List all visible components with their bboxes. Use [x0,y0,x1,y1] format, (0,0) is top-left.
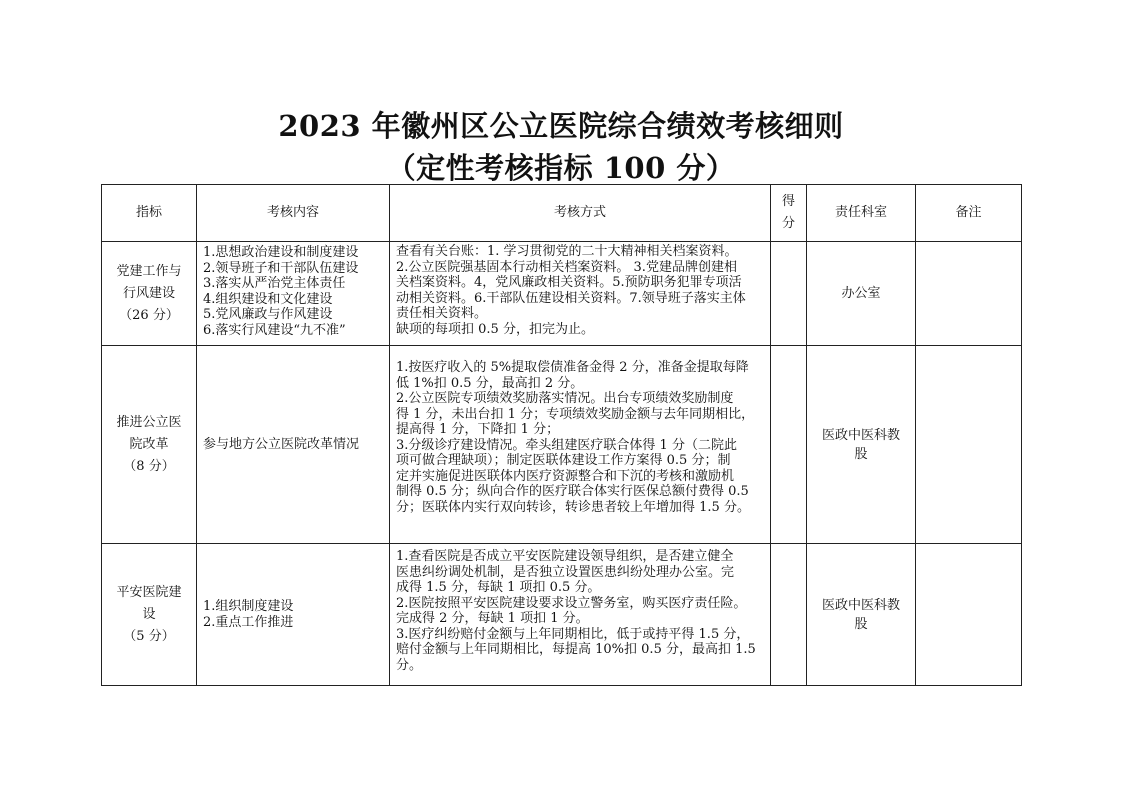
method-line: 得 1 分，未出台扣 1 分；专项绩效奖励金额与去年同期相比， [396,406,755,422]
table-header-row [102,185,1022,242]
method-line: 查看有关台账：1. 学习贯彻党的二十大精神相关档案资料。 [396,244,738,259]
header-department: 责任科室 [807,185,916,242]
content-cell [197,346,390,544]
method-line: 完成得 2 分，每缺 1 项扣 1 分。 [396,611,589,626]
indicator-line: （8 分） [123,458,175,474]
content-line: 6.落实行风建设“九不准” [203,322,346,338]
header-remarks: 备注 [916,185,1022,242]
method-line: 动相关资料。6.干部队伍建设相关资料。7.领导班子落实主体 [396,290,746,306]
method-line: 2.公立医院强基固本行动相关档案资料。 3.党建品牌创建相 [396,259,737,275]
indicator-cell [102,242,197,346]
method-line: 成得 1.5 分，每缺 1 项扣 0.5 分。 [396,580,601,595]
header-score [771,185,807,242]
method-line: 定并实施促进医联体内医疗资源整合和下沉的考核和激励机 [396,468,735,484]
department-line: 股 [854,446,868,462]
indicator-line: （26 分） [119,307,179,323]
indicator-line: 党建工作与 [116,263,182,279]
method-line: 制得 0.5 分；纵向合作的医疗联合体实行医保总额付费得 0.5 [396,484,749,499]
department-cell [807,242,916,346]
indicator-line: 院改革 [129,436,169,452]
content-line: 2.重点工作推进 [203,614,294,630]
content-line: 5.党风廉政与作风建设 [203,307,333,322]
content-line: 4.组织建设和文化建设 [203,291,333,307]
method-line: 提高得 1 分，下降扣 1 分； [396,422,560,437]
method-line: 关档案资料。4，党风廉政相关资料。5.预防职务犯罪专项活 [396,275,742,290]
content-line: 3.落实从严治党主体责任 [203,276,346,291]
method-line: 责任相关资料。 [396,306,488,321]
document-title: 2023 年徽州区公立医院综合绩效考核细则 [278,109,844,143]
header-score-top: 得 [781,194,795,209]
department-cell [807,544,916,686]
method-line: 低 1%扣 0.5 分，最高扣 2 分。 [396,375,584,391]
method-line: 3.医疗纠纷赔付金额与上年同期相比，低于或持平得 1.5 分， [396,626,750,642]
indicator-line: 行风建设 [122,285,175,301]
method-cell [390,346,771,544]
content-cell [197,242,390,346]
document-subtitle: （定性考核指标 100 分） [386,151,736,185]
table-row [102,346,1022,544]
content-line: 2.领导班子和干部队伍建设 [203,260,359,276]
header-content: 考核内容 [197,185,390,242]
indicator-line: 推进公立医 [116,414,182,430]
indicator-cell [102,544,197,686]
remarks-cell [916,242,1022,346]
indicator-line: 设 [142,606,156,622]
indicator-line: 平安医院建 [116,584,182,600]
method-cell [390,544,771,686]
method-line: 2.公立医院专项绩效奖励落实情况。出台专项绩效奖励制度 [396,391,734,406]
header-indicator: 指标 [102,185,197,242]
remarks-cell [916,544,1022,686]
method-line: 3.分级诊疗建设情况。牵头组建医疗联合体得 1 分（二院此 [396,437,737,453]
method-line: 2.医院按照平安医院建设要求设立警务室，购买医疗责任险。 [396,595,747,611]
score-cell [771,544,807,686]
method-line: 分；医联体内实行双向转诊，转诊患者较上年增加得 1.5 分。 [396,499,750,515]
header-method: 考核方式 [390,185,771,242]
indicator-cell [102,346,197,544]
method-line: 分。 [396,657,423,673]
content-line: 1.组织制度建设 [203,599,294,614]
content-line: 参与地方公立医院改革情况 [203,436,360,452]
indicator-line: （5 分） [123,628,175,644]
method-line: 赔付金额与上年同期相比，每提高 10%扣 0.5 分，最高扣 1.5 [396,642,756,657]
score-cell [771,242,807,346]
method-line: 1.查看医院是否成立平安医院建设领导组织，是否建立健全 [396,549,734,564]
department-cell [807,346,916,544]
header-score-bottom: 分 [781,216,795,231]
department-line: 医政中医科教 [821,427,900,443]
department-line: 股 [854,616,868,632]
method-line: 1.按医疗收入的 5%提取偿债准备金得 2 分，准备金提取每降 [396,360,749,375]
table-row [102,544,1022,686]
content-line: 1.思想政治建设和制度建设 [203,245,359,260]
department-line: 办公室 [841,285,881,301]
assessment-table [101,184,1022,686]
remarks-cell [916,346,1022,544]
table-row [102,242,1022,346]
score-cell [771,346,807,544]
method-line: 项可做合理缺项）；制定医联体建设工作方案得 0.5 分；制 [396,453,731,468]
method-line: 缺项的每项扣 0.5 分，扣完为止。 [396,321,594,337]
content-cell [197,544,390,686]
department-line: 医政中医科教 [821,597,900,613]
method-line: 医患纠纷调处机制，是否独立设置医患纠纷处理办公室。完 [396,564,735,580]
method-cell [390,242,771,346]
